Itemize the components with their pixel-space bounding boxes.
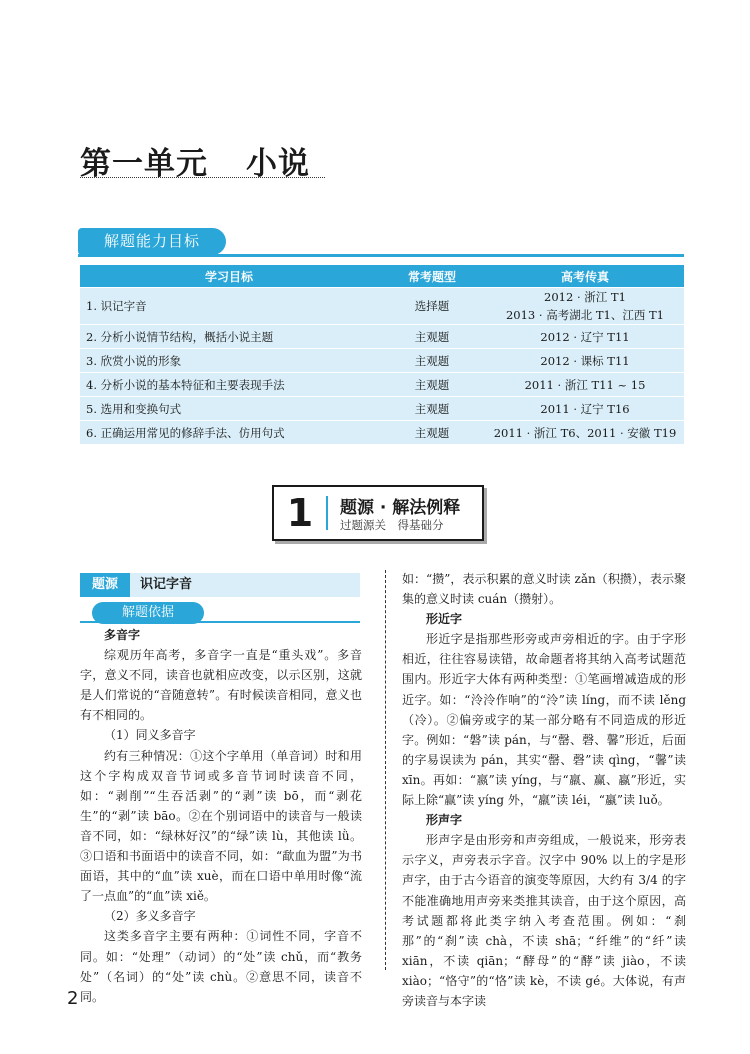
- exam-line: 2013 · 高考湖北 T1、江西 T1: [505, 308, 665, 322]
- subheading: 形近字: [426, 612, 463, 627]
- paragraph: 这类多音字主要有两种：①词性不同，字音不同。如：“处理”（动词）的“处”读 chǔ，而“教务处”（名词）的“处”读 chù。②意思不同，读音不同。: [80, 929, 362, 1004]
- type-cell: 主观题: [378, 373, 486, 397]
- left-column: [80, 625, 362, 1007]
- exam-cell: 2011 · 辽宁 T16: [486, 397, 684, 421]
- page-number: 2: [67, 988, 79, 1009]
- exam-cell: [486, 288, 684, 325]
- right-column: [402, 569, 686, 1011]
- type-cell: 主观题: [378, 421, 486, 445]
- goal-cell: 3. 欣赏小说的形象: [80, 349, 378, 373]
- table-row: [80, 397, 684, 421]
- goal-cell: 1. 识记字音: [80, 288, 378, 325]
- goal-cell: 6. 正确运用常见的修辞手法、仿用句式: [80, 421, 378, 445]
- table-row: [80, 373, 684, 397]
- table-row: [80, 349, 684, 373]
- header-question-type: 常考题型: [378, 265, 486, 288]
- goal-cell: 2. 分析小说情节结构，概括小说主题: [80, 325, 378, 349]
- paragraph: 综观历年高考，多音字一直是“重头戏”。多音字，意义不同，读音也就相应改变，以示区别，这就是人们常说的“音随意转”。有时候读音相同，意义也有不相同的。: [80, 648, 362, 723]
- exam-line: 2012 · 浙江 T1: [544, 290, 626, 304]
- exam-cell: 2011 · 浙江 T11 ~ 15: [486, 373, 684, 397]
- type-cell: 主观题: [378, 349, 486, 373]
- topic-label: 识记字音: [140, 577, 193, 592]
- section-title: 题源 · 解法例释: [340, 498, 461, 518]
- type-cell: 主观题: [378, 397, 486, 421]
- paragraph: （1）同义多音字: [104, 728, 196, 743]
- exam-cell: 2011 · 浙江 T6、2011 · 安徽 T19: [486, 421, 684, 445]
- goals-table: [80, 265, 684, 444]
- header-exam-record: 高考传真: [486, 265, 684, 288]
- goal-cell: 4. 分析小说的基本特征和主要表现手法: [80, 373, 378, 397]
- unit-title-rule: [80, 177, 325, 178]
- solution-basis-pill: 解题依据: [92, 602, 204, 624]
- table-row: [80, 325, 684, 349]
- topic-tag: 题源: [80, 573, 130, 597]
- paragraph: 形声字是由形旁和声旁组成，一般说来，形旁表示字义，声旁表示字音。汉字中 90% 以上的字是形声字，由于古今语音的演变等原因，大约有 3/4 的字不能准确地用声旁来类推其读音，由于这个原因，高考试题都将此类字纳入考查范围。例如：“刹那”的“刹”读 chà，不读 shā；“纤维”的“纤”读 xiān，不读 qiān；“酵母”的“酵”读 jiào，不读 xiào；“恪守”的“恪”读 kè，不读 gé。大体说，有声旁读音与本字读: [402, 833, 686, 1008]
- type-cell: 选择题: [378, 288, 486, 325]
- section-divider: [326, 496, 328, 530]
- goals-table-header-row: [80, 265, 684, 288]
- column-divider: [385, 570, 386, 970]
- exam-cell: 2012 · 课标 T11: [486, 349, 684, 373]
- section-subtitle: 过题源关 得基础分: [340, 518, 444, 532]
- subheading: 多音字: [104, 628, 141, 642]
- exam-cell: 2012 · 辽宁 T11: [486, 325, 684, 349]
- type-cell: 主观题: [378, 325, 486, 349]
- unit-title-name: 小说: [246, 146, 310, 182]
- unit-title-number: 第一单元: [80, 146, 208, 182]
- section-heading-box: [272, 485, 484, 541]
- topic-bar: [80, 573, 360, 597]
- paragraph: 形近字是指那些形旁或声旁相近的字。由于字形相近，往往容易读错，故命题者将其纳入高考试题范围内。形近字大体有两种类型：①笔画增减造成的形近字。如：“泠泠作响”的“泠”读 líng，而不读 lěng（冷）。②偏旁或字的某一部分略有不同造成的形近字。例如：“磐”读 pán，与“罄、磬、馨”形近，后面的字易误读为 pán，其实“罄、磬”读 qìng，“馨”读 xīn。再如：“嬴”读 yíng，与“羸、赢、蠃”形近，实际上除“赢”读 yíng 外，“羸”读 léi，“蠃”读 luǒ。: [402, 632, 686, 808]
- paragraph: （2）多义多音字: [104, 909, 196, 924]
- ability-goals-banner: 解题能力目标: [78, 228, 226, 255]
- paragraph: 约有三种情况：①这个字单用（单音词）时和用这个字构成双音节词或多音节词时读音不同，如：“剥削”“生吞活剥”的“剥”读 bō，而“剥花生”的“剥”读 bāo。②在个别词语中的读音与一般读音不同，如：“绿林好汉”的“绿”读 lù，其他读 lǜ。③口语和书面语中的读音不同，如：“歃血为盟”为书面语，其中的“血”读 xuè，而在口语中单用时像“流了一点血”的“血”读 xiě。: [80, 748, 362, 904]
- table-row: [80, 288, 684, 325]
- banner-underline: [78, 254, 684, 257]
- goal-cell: 5. 选用和变换句式: [80, 397, 378, 421]
- paragraph: 如：“攒”，表示积累的意义时读 zǎn（积攒），表示聚集的意义时读 cuán（攒射）。: [402, 572, 686, 607]
- subheading: 形声字: [426, 813, 463, 828]
- section-number: 1: [286, 491, 314, 535]
- table-row: [80, 421, 684, 445]
- header-learning-goal: 学习目标: [80, 265, 378, 288]
